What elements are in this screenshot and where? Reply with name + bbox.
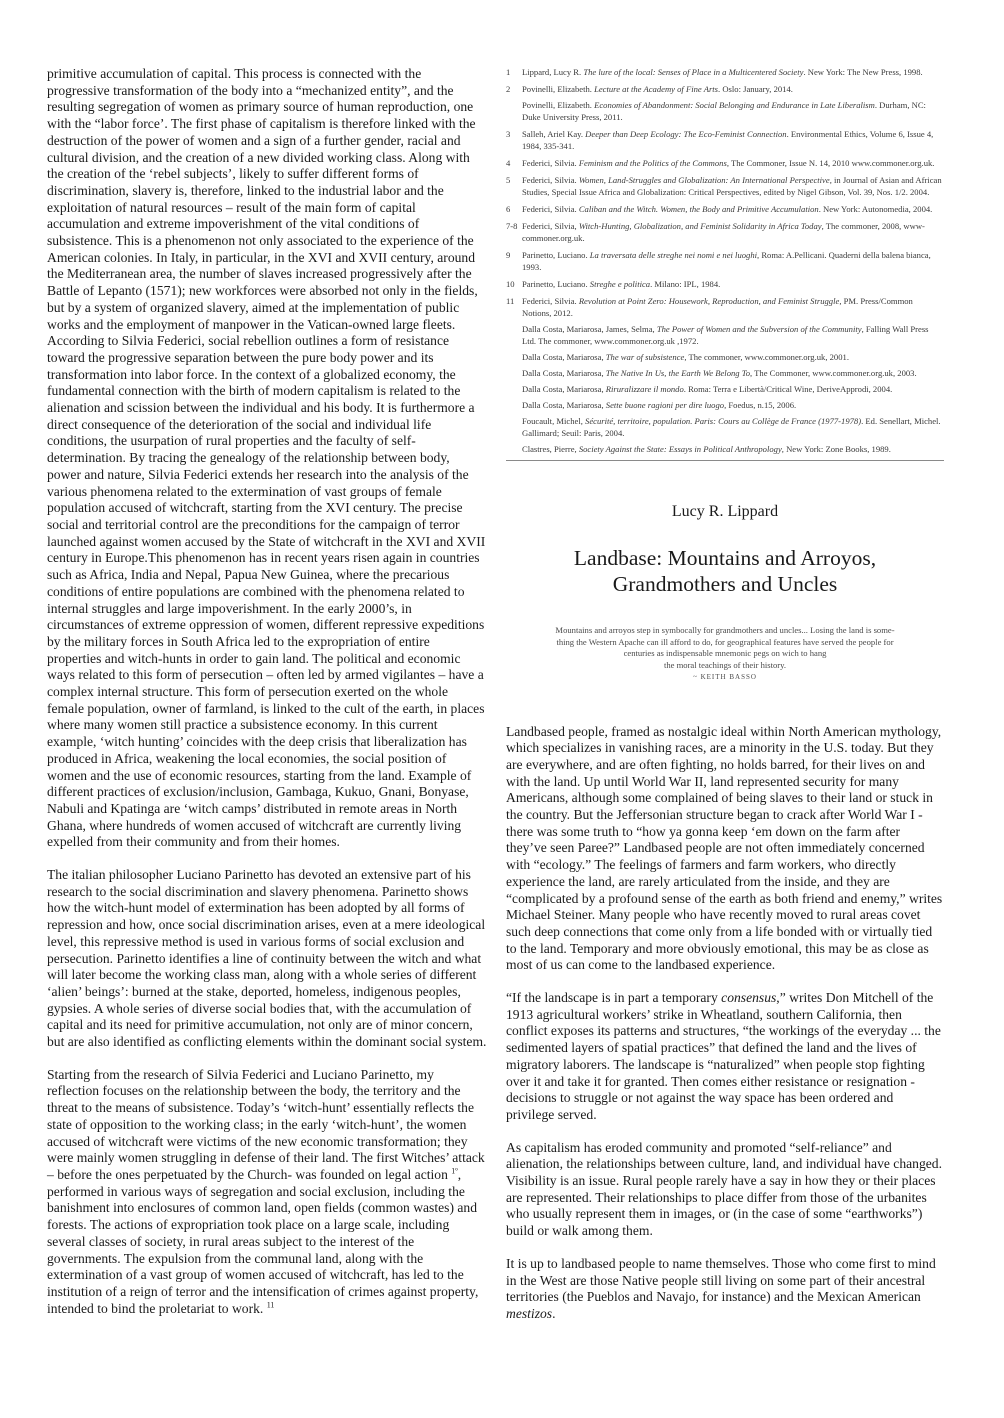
- citation-title: Lecture at the Academy of Fine Arts: [594, 84, 719, 94]
- citation-title: The Native In Us, the Earth We Belong To: [605, 368, 751, 378]
- citation-details: . Milano: IPL, 1984.: [650, 279, 721, 289]
- citation-details: , The Commoner, Issue N. 14, 2010 www.commoner.org.uk.: [726, 158, 935, 168]
- citation-author: Federici, Silvia.: [522, 204, 579, 214]
- citation-details: , The commoner, 2008, www-commoner.org.uk.: [522, 221, 925, 243]
- citation-details: , New York: Zone Books, 1989.: [781, 444, 891, 454]
- citation-author: Dalla Costa, Mariarosa,: [522, 368, 606, 378]
- citation-title: Sette buone ragioni per dire luogo: [605, 400, 725, 410]
- citation-author: Foucault, Michel,: [522, 416, 586, 426]
- article-paragraph-2: [506, 990, 944, 1124]
- footnote: [506, 278, 944, 290]
- article-paragraph-2-b: ,” writes Don Mitchell of the 1913 agricultural workers’ strike in Wheatland, southern California, then conflict exposes its patterns and structures, “the workings of the everyday ... the sedimented layers of spatial practices” that defined the land and the lives of migratory laborers. The landscape is “naturalized” when people stop fighting over it and take it for granted. Then comes either resistance or resignation - decisions to struggle or not against the way space has been ordered and privilege served.: [506, 990, 941, 1122]
- citation-details: , PM. Press/Common Notions, 2012.: [522, 296, 913, 318]
- footnote-number: 9: [506, 250, 511, 260]
- citation-author: Dalla Costa, Mariarosa,: [522, 384, 606, 394]
- article-paragraph-2-a: “If the landscape is in part a temporary: [506, 990, 722, 1006]
- article-author: Lucy R. Lippard: [671, 503, 779, 520]
- footnote: [506, 203, 944, 215]
- footnote-citation: [522, 443, 944, 455]
- article-paragraph-4-b: .: [552, 1306, 556, 1321]
- footnote-citation: [522, 203, 944, 215]
- article-body: [506, 724, 944, 1323]
- citation-details: . New York: The New Press, 1998.: [803, 67, 923, 77]
- footnote-citation: [522, 249, 944, 273]
- citation-title: Deeper than Deep Ecology: The Eco-Feminist Connection: [585, 129, 787, 139]
- citation-details: . Ed. Senellart, Michel. Gallimard; Seuil: Paris, 2004.: [522, 416, 941, 438]
- body-paragraph-3: [47, 1067, 487, 1318]
- citation-title: The lure of the local: Senses of Place in a Multicentered Society: [583, 67, 804, 77]
- footnote: [506, 174, 944, 198]
- article-paragraph-4-a: It is up to landbased people to name themselves. Those who come first to mind in the West are those Native people still living on some part of their ancestral territories (the Pueblos and Navajo, for instance) and the Mexican American: [506, 1255, 936, 1305]
- citation-details: . Environmental Ethics, Volume 6, Issue 4, 1984, 335-341.: [522, 129, 934, 151]
- citation-author: Povinelli, Elizabeth.: [522, 100, 595, 110]
- footnote-body: [522, 295, 944, 455]
- footnote-citation: [522, 367, 944, 379]
- footnote-ref-10: 1º: [451, 1166, 458, 1176]
- footnote-number: 10: [506, 279, 515, 289]
- footnote-number: 7-8: [506, 221, 518, 231]
- article-paragraph-4-italic: mestizos: [506, 1306, 553, 1321]
- citation-title: Streghe e politica: [589, 279, 651, 289]
- citation-author: Federici, Silvia.: [522, 175, 579, 185]
- footnote-number: 5: [506, 175, 511, 185]
- footnote-citation: [522, 383, 944, 395]
- citation-title: Riruralizzare il mondo: [605, 384, 684, 394]
- article-paragraph-3: As capitalism has eroded community and promoted “self-reliance” and alienation, the relationships between culture, land, and individual have changed. Visibility is an issue. Rural people rarely have a say in how they or their places are represented. Their relationships to place differ from those of the urbanites who usually represent them in images, or (in the case of some “earthworks”) build or walk among them.: [506, 1139, 942, 1239]
- epigraph-line-2: thing the Western Apache can ill afford to do, for geographical features have served the people for: [556, 636, 894, 647]
- footnote-citation: [522, 415, 944, 439]
- citation-author: Clastres, Pierre,: [522, 444, 579, 454]
- footnote-citation: [522, 351, 944, 363]
- citation-author: Federici, Silvia,: [522, 221, 579, 231]
- footnote: [506, 157, 944, 169]
- epigraph-attribution: ~ KEITH BASSO: [693, 673, 757, 681]
- citation-author: Parinetto, Luciano.: [522, 279, 590, 289]
- article-paragraph-4: [506, 1256, 944, 1323]
- footnote-citation: [522, 174, 944, 198]
- epigraph-line-3: centuries as indispensable mnemonic pegs on wich to hang: [623, 648, 827, 658]
- citation-author: Parinetto, Luciano.: [522, 250, 590, 260]
- citation-title: Witch-Hunting, Globalization, and Feminist Solidarity in Africa Today: [578, 221, 822, 231]
- citation-title: Feminism and the Politics of the Commons: [578, 158, 727, 168]
- citation-title: The Power of Women and the Subversion of the Community: [656, 324, 862, 334]
- citation-details: . Roma: Terra e Libertà/Critical Wine, DeriveApprodi, 2004.: [683, 384, 893, 394]
- footnote-citation: [522, 157, 944, 169]
- citation-title: Economies of Abandonment: Social Belonging and Endurance in Late Liberalism: [594, 100, 875, 110]
- citation-details: . Durham, NC: Duke University Press, 2011.: [522, 100, 926, 122]
- citation-details: , in Journal of Asian and African Studies, Special Issue Africa and Globalization: Critical Perspectives, edited by Nigel Gibson, Vol. 39, Nos. 1/2. 2004.: [522, 175, 942, 197]
- footnote-body: [522, 83, 944, 123]
- footnote-body: [522, 157, 944, 169]
- citation-author: Salleh, Ariel Kay.: [522, 129, 586, 139]
- citation-title: Women, Land-Struggles and Globalization: An International Perspective: [578, 175, 830, 185]
- citation-author: Povinelli, Elizabeth.: [522, 84, 595, 94]
- citation-details: . New York: Autonomedia, 2004.: [818, 204, 933, 214]
- epigraph-line-1: Mountains and arroyos step in symbocally for grandmothers and uncles... Losing the land is some-: [555, 625, 895, 635]
- footnote-number: 4: [506, 158, 511, 168]
- left-column: [47, 66, 487, 1317]
- citation-title: Sécurité, territoire, population. Paris: Cours au Collège de France (1977-1978): [585, 416, 862, 426]
- citation-author: Lippard, Lucy R.: [522, 67, 584, 77]
- footnote-body: [522, 203, 944, 215]
- footnote-citation: [522, 278, 944, 290]
- citation-details: , The commoner, www.commoner.org.uk, 2001.: [684, 352, 849, 362]
- article-paragraph-1: Landbased people, framed as nostalgic ideal within North American mythology, which specializes in vanishing races, are a minority in the U.S. today. But they are everywhere, and are often fighting, no holds barred, for their lives on and with the land. Up until World War II, land represented security for many Americans, although some complained of being slaves to their land or stuck in the country. But the Jeffersonian structure began to crack after World War I - there was some truth to “how ya gonna keep ‘em down on the farm after they’ve seen Paree?” Landbased people are not often immediately concerned with “ecology.” The feelings of farmers and farm workers, who directly experience the land, are rarely articulated from the inside, and they are “complicated by a profound sense of the earth as both friend and enemy,” writes Michael Steiner. Many people who have recently moved to rural areas covet such deep connections that come only from a life bonded with or virtually tied to the land. Temporary and more obviously emotional, this may be as close as most of us can come to the landbased experience.: [506, 723, 943, 973]
- right-column: [506, 66, 944, 1323]
- footnote-citation: [522, 128, 944, 152]
- citation-author: Federici, Silvia.: [522, 158, 579, 168]
- footnote: [506, 249, 944, 273]
- citation-details: . Oslo: January, 2014.: [718, 84, 793, 94]
- paragraph-3-start: Starting from the research of Silvia Federici and Luciano Parinetto, my reflection focuses on the relationship between the body, the territory and the threat to the means of subsistence. Today’s ‘witch-hunt’ essentially reflects the state of opposition to the working class; in the early ‘witch-hunt’, the women accused of witchcraft were victims of the new economic transformation; they were mainly women struggling in defense of their land. The first Witches’ attack – before the ones perpetuated by the Church- was founded on legal action: [47, 1066, 485, 1182]
- article-title-line-2: Grandmothers and Uncles: [612, 572, 838, 596]
- footnote-number: 3: [506, 129, 511, 139]
- footnote-citation: [522, 323, 944, 347]
- footnote: [506, 128, 944, 152]
- footnote-citation: [522, 399, 944, 411]
- footnote-body: [522, 278, 944, 290]
- footnote-citation: [522, 99, 944, 123]
- article-title: [506, 545, 944, 597]
- footnote: [506, 66, 944, 78]
- body-paragraph-2: The italian philosopher Luciano Parinetto has devoted an extensive part of his research to the social discrimination and slavery phenomena. Parinetto shows how the witch-hunt model of extermination has been adopted by all forms of repression and how, once social discrimination arises, even at a mere ideological level, this repressive method is used in various forms of social exclusion and persecution. Parinetto identifies a line of continuity between the witch and what will later become the working class man, along with a whole series of different ‘alien’ beings’: burned at the stake, deported, homeless, indigenous peoples, gypsies. A whole series of diverse social bodies that, with the accumulation of capital and its need for primitive accumulation, not only are of minor concern, but are also identified as conflicting elements within the dominant social system.: [47, 867, 487, 1050]
- citation-details: , The Commoner, www.commoner.org.uk, 2003.: [750, 368, 917, 378]
- citation-title: Revolution at Point Zero: Housework, Reproduction, and Feminist Struggle: [578, 296, 840, 306]
- citation-details: , Roma: A.Pellicani. Quaderni della balena bianca, 1993.: [522, 250, 931, 272]
- footnote: [506, 295, 944, 455]
- footnote-citation: [522, 295, 944, 319]
- epigraph-line-4: the moral teachings of their history.: [663, 659, 787, 670]
- citation-author: Dalla Costa, Mariarosa,: [522, 352, 606, 362]
- article-title-line-1: Landbase: Mountains and Arroyos,: [573, 546, 877, 570]
- footnote-citation: [522, 83, 944, 95]
- citation-author: Dalla Costa, Mariarosa, James, Selma,: [522, 324, 657, 334]
- footnote-body: [522, 220, 944, 244]
- citation-details: , Foedus, n.15, 2006.: [724, 400, 797, 410]
- footnote-number: 11: [506, 296, 515, 306]
- epigraph: [515, 625, 935, 684]
- footnotes-list: [506, 66, 944, 455]
- body-paragraph-1: primitive accumulation of capital. This process is connected with the progressive transformation of the body into a “mechanized entity”, and the resulting segregation of women as primary source of human reproduction, one with the “labor force’. The first phase of capitalism is therefore linked with the destruction of the power of women and a sign of a further gender, racial and cultural division, and the creation of a new divided working class. Along with the creation of the ‘rebel subjects’, likely to suffer different forms of discrimination, slavery is, therefore, linked to the industrial labor and the exploitation of natural resources – result of the main form of capital accumulation and extreme impoverishment of the vital conditions of subsistence. This is a phenomenon not only associated to the experience of the American colonies. In Italy, in particular, in the XVI and XVII century, around the Mediterranean area, the number of slaves increased progressively after the Battle of Lepanto (1571); new workforces were absorbed not only in the fields, but by a system of organized slavery, aimed at the implementation of public works and the employment of manpower in the Vatican-owned large fleets. According to Silvia Federici, social rebellion outlines a form of resistance toward the progressive separation between the pure body power and its transformation into labor force. In the context of a globalized economy, the fundamental connection with the birth of modern capitalism is related to the alienation and scission between the individual and his body. It is furthermore a direct consequence of the deterioration of the social and individual life conditions, the usurpation of rural properties and the faculty of self-determination. By tracing the genealogy of the relationship between body, power and nature, Silvia Federici extends her research into the analysis of the various phenomena related to the extermination of vast groups of female population accused of witchcraft, starting from the XVI century. The precise social and territorial control are the preconditions for the campaign of terror launched against women accused by the State of witchcraft in the XVI and XVII century in Europe.This phenomenon has in recent years risen again in countries such as Africa, India and Nepal, Papua New Guinea, where the precarious conditions of entire populations are combined with the phenomena related to internal struggles and large impoverishment. In the early 2000’s, in circumstances of extreme oppression of women, different repressive expeditions by the military forces in South Africa led to the expropriation of entire properties and witch-hunts in order to gain land. The political and economic ways related to this form of persecution – often led by armed vigilantes – have a complex internal structure. This form of persecution exerted on the whole female population, owner of farmland, is linked to the cult of the earth, in places where many women still practice a subsistence economy. In this current example, ‘witch hunting’ coincides with the deep crisis that liberalization has produced in Africa, weakening the local economies, the social position of women and the use of economic resources, starting from the land. Example of different practices of exclusion/inclusion, Gambaga, Kukuo, Gnani, Bonyase, Nabuli and Kpatinga are ‘witch camps’ distributed in remote areas in North Ghana, where hundreds of women accused of witchcraft are currently living expelled from their community and from their homes.: [47, 66, 486, 850]
- citation-author: Dalla Costa, Mariarosa,: [522, 400, 606, 410]
- footnote-ref-11: 11: [266, 1300, 275, 1310]
- footnote-number: 1: [506, 67, 511, 77]
- citation-title: Caliban and the Witch. Women, the Body and Primitive Accumulation: [578, 204, 819, 214]
- footnote-citation: [522, 66, 944, 78]
- citation-details: , Falling Wall Press Ltd. The commoner, www.commoner.org.uk ,1972.: [522, 324, 929, 346]
- citation-title: The war of subsistence: [605, 352, 685, 362]
- paragraph-3-cont: , performed in various ways of segregation and social exclusion, including the banishment into enclosures of common land, open fields (common wastes) and forests. The actions of expropriation took place on a large scale, including several classes of society, in rural areas subject to the interest of the governments. The expulsion from the communal land, along with the extermination of a vast group of women accused of witchcraft, has led to the institution of a reign of terror and the intensification of crimes against property, intended to bind the proletariat to work.: [47, 1167, 479, 1316]
- footnote-body: [522, 174, 944, 198]
- footnote-body: [522, 66, 944, 78]
- footnotes-divider: [506, 460, 944, 461]
- citation-title: La traversata delle streghe nei nomi e nei luoghi: [589, 250, 758, 260]
- article-paragraph-2-italic: consensus: [721, 990, 777, 1006]
- citation-title: Society Against the State: Essays in Political Anthropology: [578, 444, 782, 454]
- footnote-citation: [522, 220, 944, 244]
- footnote-body: [522, 249, 944, 273]
- citation-author: Federici, Silvia.: [522, 296, 579, 306]
- footnote-body: [522, 128, 944, 152]
- footnote: [506, 83, 944, 123]
- footnote-number: 6: [506, 204, 511, 214]
- footnote: [506, 220, 944, 244]
- footnote-number: 2: [506, 84, 511, 94]
